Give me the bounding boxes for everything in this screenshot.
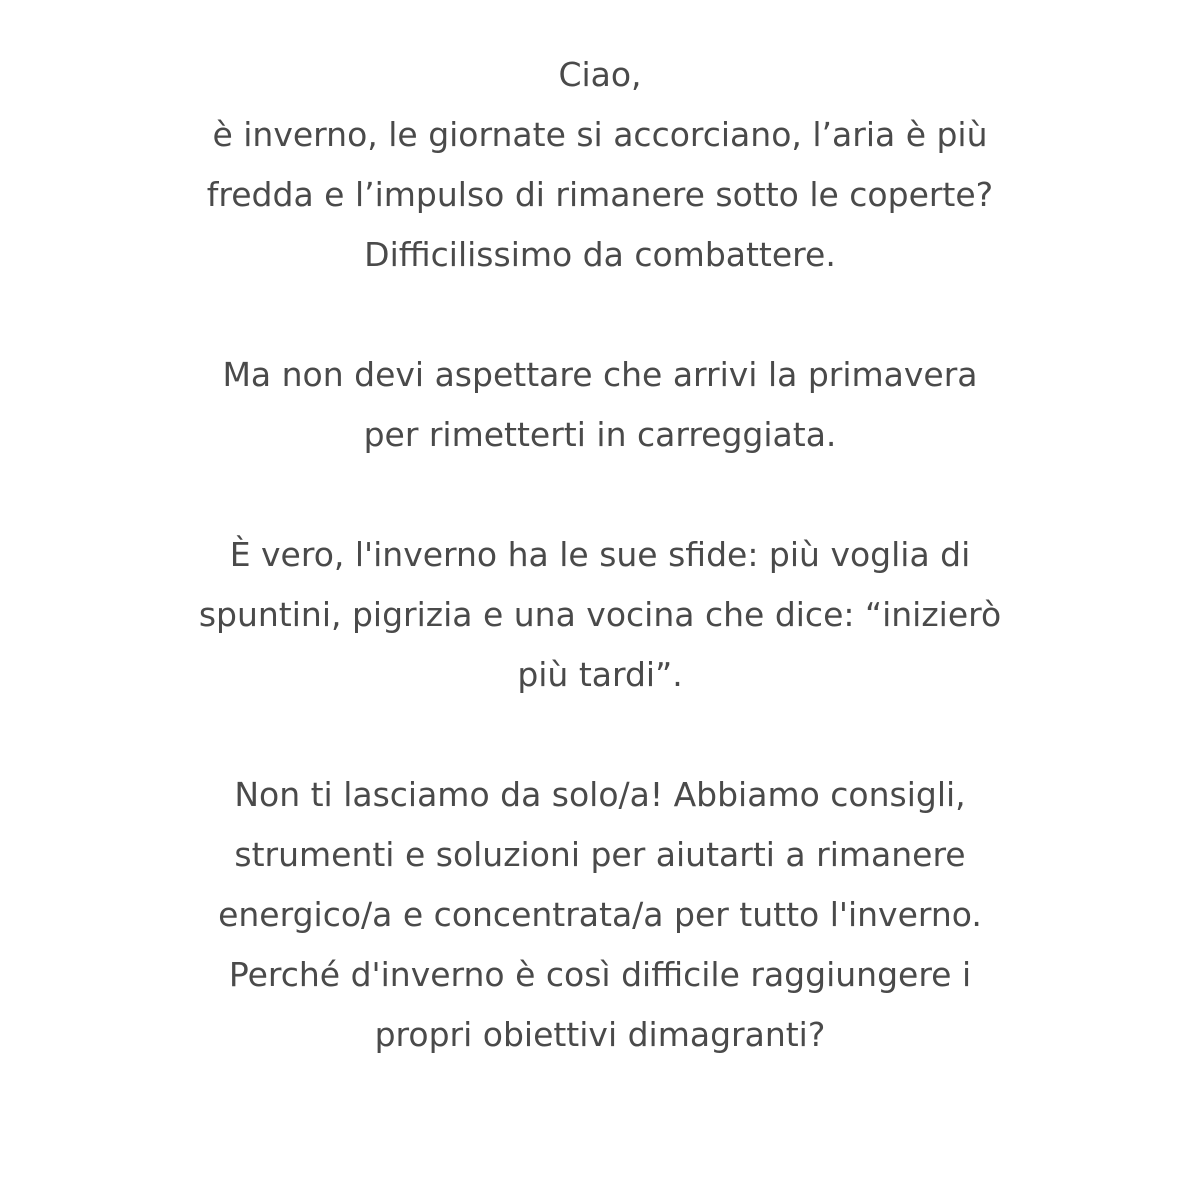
text-line: energico/a e concentrata/a per tutto l'inverno. (218, 895, 982, 934)
text-line: Difficilissimo da combattere. (364, 235, 836, 274)
text-line: più tardi”. (517, 655, 683, 694)
text-line: Perché d'inverno è così difficile raggiungere i (228, 955, 972, 994)
text-line: propri obiettivi dimagranti? (374, 1015, 826, 1054)
support-paragraph (0, 765, 1200, 1065)
text-line: Ma non devi aspettare che arrivi la primavera (222, 355, 978, 394)
text-line: strumenti e soluzioni per aiutarti a rimanere (234, 835, 966, 874)
text-line: fredda e l’impulso di rimanere sotto le coperte? (206, 175, 994, 214)
text-line: È vero, l'inverno ha le sue sfide: più voglia di (229, 535, 971, 574)
text-line: Ciao, (558, 55, 642, 94)
text-line: Non ti lasciamo da solo/a! Abbiamo consigli, (234, 775, 966, 814)
text-line: spuntini, pigrizia e una vocina che dice: “inizierò (198, 595, 1002, 634)
text-line: per rimetterti in carreggiata. (363, 415, 837, 454)
spring-paragraph (0, 345, 1200, 465)
text-line: è inverno, le giornate si accorciano, l’aria è più (212, 115, 988, 154)
message-body (0, 45, 1200, 1065)
greeting-paragraph (0, 45, 1200, 285)
challenges-paragraph (0, 525, 1200, 705)
